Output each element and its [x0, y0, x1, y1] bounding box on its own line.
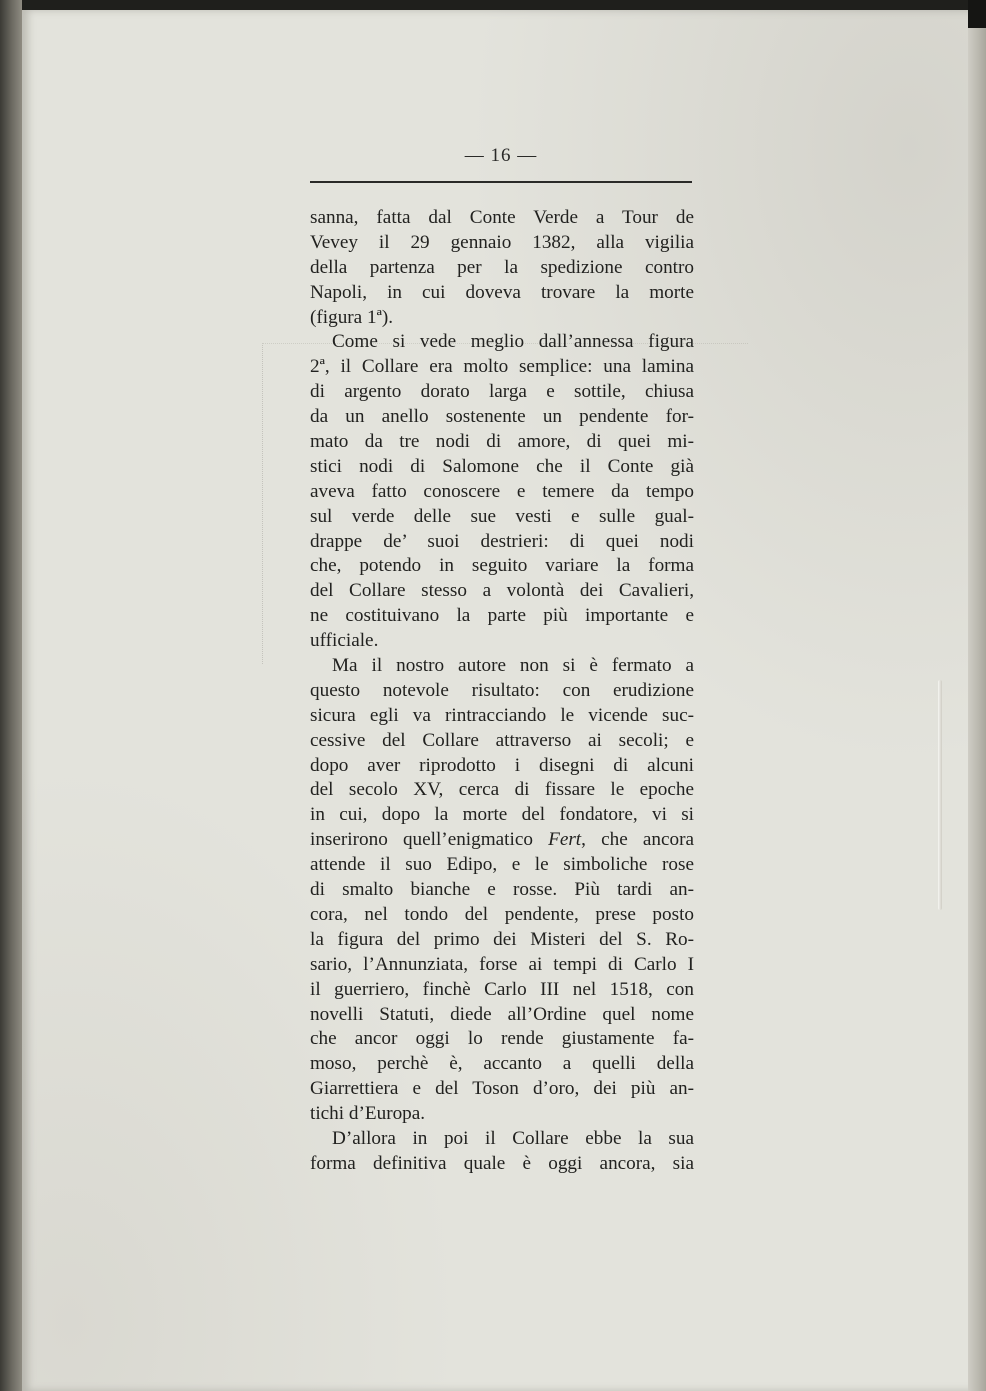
text-line: stici nodi di Salomone che il Conte già — [310, 455, 694, 477]
text-line: cora, nel tondo del pendente, prese posto — [310, 903, 694, 925]
text-line: tichi d’Europa. — [310, 1103, 426, 1125]
text-line: Ma il nostro autore non si è fermato a — [332, 655, 694, 677]
text-line: Vevey il 29 gennaio 1382, alla vigilia — [310, 231, 694, 253]
text-line: aveva fatto conoscere e temere da tempo — [310, 480, 694, 502]
text-line: in cui, dopo la morte del fondatore, vi si — [310, 804, 694, 826]
text-line: il guerriero, finchè Carlo III nel 1518, con — [310, 978, 694, 1000]
text-line: del secolo XV, cerca di fissare le epoche — [310, 779, 694, 801]
text-line: inserirono quell’enigmatico Fert, che ancora — [310, 829, 694, 851]
text-line: di smalto bianche e rosse. Più tardi an- — [310, 879, 694, 901]
text-line: che, potendo in seguito variare la forma — [310, 555, 694, 577]
header-rule — [310, 181, 692, 183]
scan-right-border — [968, 0, 986, 1391]
text-line: da un anello sostenente un pendente for- — [310, 406, 694, 428]
text-line: Napoli, in cui doveva trovare la morte — [310, 281, 694, 303]
text-line: drappe de’ suoi destrieri: di quei nodi — [310, 530, 694, 552]
text-line: ne costituivano la parte più importante e — [310, 605, 694, 627]
text-line: sul verde delle sue vesti e sulle gual- — [310, 505, 694, 527]
text-line: D’allora in poi il Collare ebbe la sua — [332, 1127, 694, 1149]
text-line: forma definitiva quale è oggi ancora, sia — [310, 1152, 694, 1174]
text-line: cessive del Collare attraverso ai secoli; e — [310, 729, 694, 751]
text-line: sario, l’Annunziata, forse ai tempi di Carlo I — [310, 953, 694, 975]
text-line: dopo aver riprodotto i disegni di alcuni — [310, 754, 694, 776]
text-line: mato da tre nodi di amore, di quei mi- — [310, 431, 694, 453]
paper-fold-mark — [938, 680, 942, 910]
text-line: (figura 1ª). — [310, 306, 394, 328]
text-line: la figura del primo dei Misteri del S. Ro- — [310, 928, 694, 950]
text-line: sanna, fatta dal Conte Verde a Tour de — [310, 207, 694, 228]
text-line: sicura egli va rintracciando le vicende suc- — [310, 704, 694, 726]
text-line: attende il suo Edipo, e le simboliche rose — [310, 854, 694, 876]
book-binding-edge — [0, 0, 22, 1391]
text-line: ufficiale. — [310, 630, 379, 652]
body-text — [310, 206, 694, 1177]
page-number: — 16 — — [464, 145, 538, 166]
text-line: novelli Statuti, diede all’Ordine quel nome — [310, 1003, 694, 1025]
text-line: Giarrettiera e del Toson d’oro, dei più an- — [310, 1078, 694, 1100]
text-line: che ancor oggi lo rende giustamente fa- — [310, 1028, 694, 1050]
text-line: questo notevole risultato: con erudizione — [310, 679, 694, 701]
text-line: di argento dorato larga e sottile, chiusa — [310, 381, 694, 403]
text-line: moso, perchè è, accanto a quelli della — [310, 1053, 694, 1075]
text-line: Come si vede meglio dall’annessa figura — [332, 331, 694, 353]
text-line: del Collare stesso a volontà dei Cavalieri, — [310, 580, 694, 602]
text-line: della partenza per la spedizione contro — [310, 256, 694, 278]
text-line: 2ª, il Collare era molto semplice: una lamina — [310, 356, 694, 378]
scan-corner-shadow — [968, 0, 986, 28]
